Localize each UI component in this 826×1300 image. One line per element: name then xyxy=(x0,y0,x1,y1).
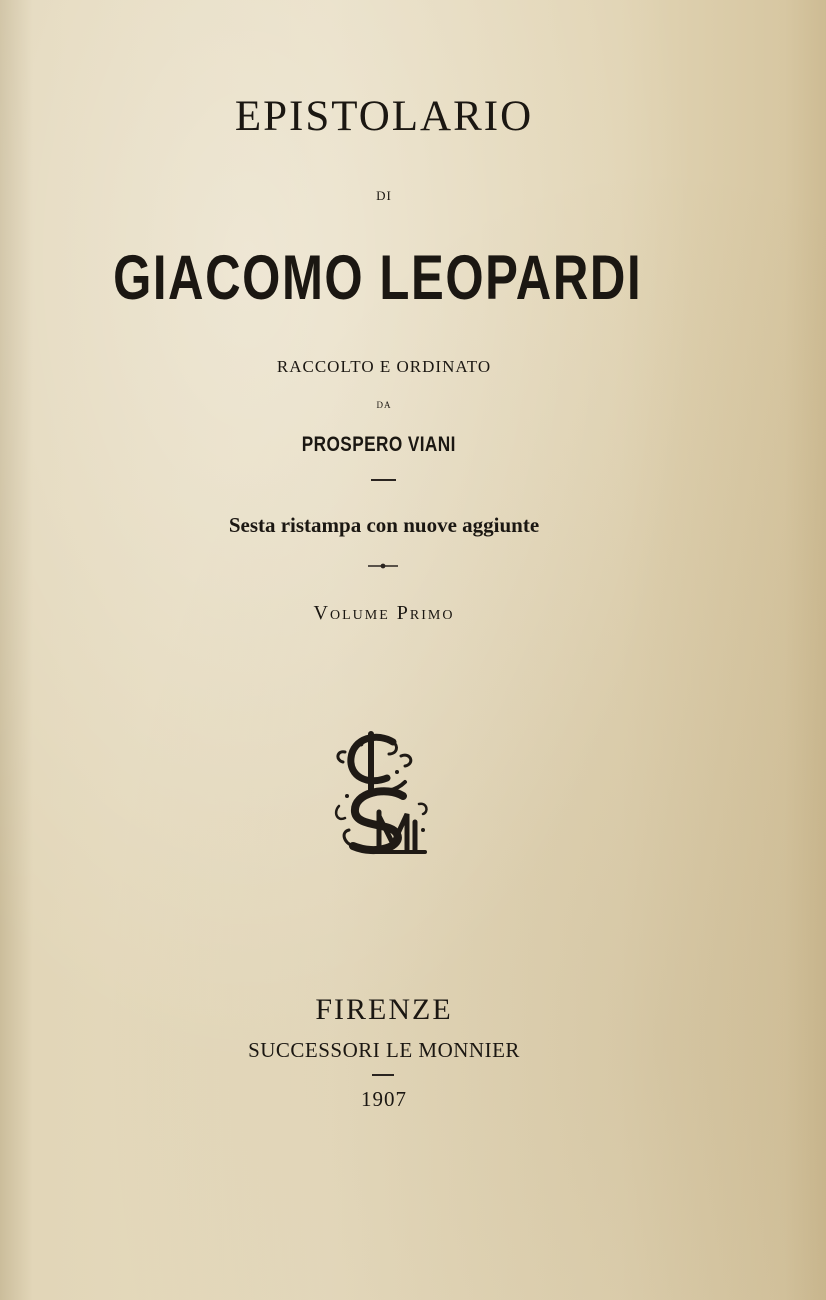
publisher-name: SUCCESSORI LE MONNIER xyxy=(248,1038,520,1062)
editor-name: PROSPERO VIANI xyxy=(301,433,456,456)
book-title: EPISTOLARIO xyxy=(234,93,534,140)
compiled-by-line: RACCOLTO E ORDINATO xyxy=(276,357,492,376)
publication-city: FIRENZE xyxy=(315,993,453,1026)
connector-di: DI xyxy=(376,188,392,203)
publication-year: 1907 xyxy=(361,1087,407,1111)
imprint-rule xyxy=(372,1074,394,1076)
divider-rule xyxy=(371,479,396,481)
publisher-monogram-icon xyxy=(331,726,437,858)
edition-statement: Sesta ristampa con nuove aggiunte xyxy=(228,513,540,537)
author-name: GIACOMO LEOPARDI xyxy=(113,243,643,313)
separator-ornament-icon xyxy=(368,563,398,569)
connector-da: DA xyxy=(376,400,392,410)
volume-label: Volume Primo xyxy=(313,602,455,624)
